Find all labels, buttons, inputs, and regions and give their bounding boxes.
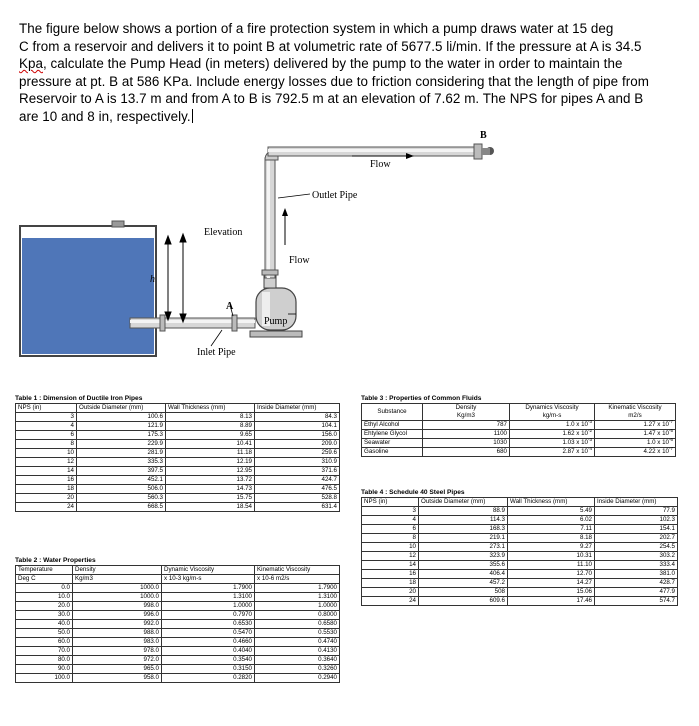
- t2-h2-0: Deg C: [16, 575, 73, 584]
- t3-density: 1100: [493, 430, 507, 437]
- table3: [361, 403, 676, 457]
- t3-dyn-exponent: -4: [587, 446, 592, 451]
- t2-cell: 50.0: [16, 629, 73, 638]
- t3-cell: [595, 448, 676, 457]
- t2-cell: 0.5470: [162, 629, 255, 638]
- t3-cell: [423, 439, 510, 448]
- t3-h-dyn: Dynamics Viscosity: [510, 404, 595, 413]
- t2-cell: 965.0: [73, 665, 162, 674]
- t3-cell: [510, 439, 595, 448]
- t3-h-kin-unit: m2/s: [595, 412, 676, 421]
- t4-cell: 8.18: [508, 534, 595, 543]
- table1-title: Table 1 : Dimension of Ductile Iron Pipes: [15, 395, 143, 402]
- t3-row: [362, 430, 676, 439]
- t1-cell: 104.1: [255, 422, 340, 431]
- t1-row: [16, 494, 340, 503]
- t2-cell: 1.0000: [255, 602, 340, 611]
- t1-cell: 10: [16, 449, 77, 458]
- label-h: h: [150, 274, 155, 285]
- t4-cell: 11.10: [508, 561, 595, 570]
- t1-row: [16, 476, 340, 485]
- t4-cell: 10: [362, 543, 419, 552]
- t4-row: [362, 534, 678, 543]
- t1-cell: 12: [16, 458, 77, 467]
- t1-cell: 3: [16, 413, 77, 422]
- t3-row: [362, 421, 676, 430]
- t3-cell: [362, 439, 423, 448]
- problem-line-5: Reservoir to A is 13.7 m and from A to B is 792.5 m at an elevation of 7.62 m. The NPS for pipes A and B: [19, 91, 644, 107]
- table4: [361, 497, 678, 606]
- flow-arrow-vertical: [282, 208, 288, 245]
- t4-cell: 16: [362, 570, 419, 579]
- t4-cell: 10.31: [508, 552, 595, 561]
- t2-cell: 0.8000: [255, 611, 340, 620]
- t2-cell: 0.2940: [255, 674, 340, 683]
- t2-cell: 30.0: [16, 611, 73, 620]
- t4-cell: 381.0: [595, 570, 678, 579]
- t2-cell: 0.4130: [255, 647, 340, 656]
- t1-cell: 11.18: [166, 449, 255, 458]
- t2-cell: 0.3640: [255, 656, 340, 665]
- t3-kin-mantissa: 1.27 x 10: [643, 421, 669, 428]
- t1-cell: 84.3: [255, 413, 340, 422]
- t2-h2-3: x 10-6 m2/s: [255, 575, 340, 584]
- t4-row: [362, 516, 678, 525]
- elevation-arrow: [180, 234, 186, 322]
- problem-line-1: The figure below shows a portion of a fire protection system in which a pump draws water at 15 deg: [19, 21, 614, 36]
- t1-row: [16, 485, 340, 494]
- t2-cell: 996.0: [73, 611, 162, 620]
- t3-cell: [595, 430, 676, 439]
- problem-line-2: C from a reservoir and delivers it to point B at volumetric rate of 5677.5 li/min. If the pressure at A is 34.5: [19, 38, 642, 54]
- t1-h3: Inside Diameter (mm): [255, 404, 340, 413]
- t3-kin-mantissa: 4.22 x 10: [643, 448, 669, 455]
- t2-cell: 100.0: [16, 674, 73, 683]
- label-flow-top: Flow: [370, 159, 391, 170]
- t4-cell: 219.1: [419, 534, 508, 543]
- t1-cell: 14.73: [166, 485, 255, 494]
- t1-cell: 13.72: [166, 476, 255, 485]
- t4-row: [362, 570, 678, 579]
- t1-cell: 8: [16, 440, 77, 449]
- t4-row: [362, 507, 678, 516]
- t2-row: [16, 584, 340, 593]
- t2-cell: 1.7900: [162, 584, 255, 593]
- t1-h0: NPS (in): [16, 404, 77, 413]
- t4-cell: 18: [362, 579, 419, 588]
- t1-cell: 100.6: [77, 413, 166, 422]
- problem-statement[interactable]: [19, 20, 695, 126]
- t3-kin-exponent: -5: [668, 428, 673, 433]
- t4-cell: 323.9: [419, 552, 508, 561]
- t4-h3: Inside Diameter (mm): [595, 498, 678, 507]
- t3-h-kin: Kinematic Viscosity: [595, 404, 676, 413]
- t1-cell: 310.9: [255, 458, 340, 467]
- table2-title: Table 2 : Water Properties: [15, 557, 96, 564]
- t2-cell: 90.0: [16, 665, 73, 674]
- t1-cell: 452.1: [77, 476, 166, 485]
- t2-cell: 978.0: [73, 647, 162, 656]
- t2-row: [16, 647, 340, 656]
- t4-cell: 12.70: [508, 570, 595, 579]
- t3-density: 787: [496, 421, 507, 428]
- t3-kin-mantissa: 1.0 x 10: [646, 439, 669, 446]
- label-inlet-pipe: Inlet Pipe: [197, 347, 236, 358]
- t4-row: [362, 552, 678, 561]
- t2-cell: 1000.0: [73, 584, 162, 593]
- t4-row: [362, 561, 678, 570]
- t2-row: [16, 620, 340, 629]
- t2-h2-2: x 10-3 kg/m-s: [162, 575, 255, 584]
- table2: [15, 565, 340, 683]
- t3-substance: Seawater: [364, 439, 391, 446]
- t4-cell: 355.6: [419, 561, 508, 570]
- t3-dyn-exponent: -3: [587, 419, 592, 424]
- problem-line-6: [19, 108, 695, 126]
- t4-cell: 8: [362, 534, 419, 543]
- t4-cell: 88.9: [419, 507, 508, 516]
- t1-cell: 259.6: [255, 449, 340, 458]
- t1-cell: 397.5: [77, 467, 166, 476]
- t2-cell: 0.3260: [255, 665, 340, 674]
- t1-row: [16, 467, 340, 476]
- t4-cell: 333.4: [595, 561, 678, 570]
- t1-cell: 424.7: [255, 476, 340, 485]
- outlet-pipe: [262, 150, 278, 278]
- t3-cell: [362, 430, 423, 439]
- t3-h-density-unit: Kg/m3: [423, 412, 510, 421]
- label-b: B: [480, 130, 487, 141]
- t3-row: [362, 448, 676, 457]
- t4-cell: 20: [362, 588, 419, 597]
- t2-cell: 60.0: [16, 638, 73, 647]
- t1-cell: 15.75: [166, 494, 255, 503]
- t2-cell: 983.0: [73, 638, 162, 647]
- t3-dyn-mantissa: 1.03 x 10: [562, 439, 588, 446]
- h-arrow: [165, 236, 171, 320]
- t1-cell: 156.0: [255, 431, 340, 440]
- problem-line-6-text: are 10 and 8 in, respectively.: [19, 108, 191, 124]
- t1-cell: 209.0: [255, 440, 340, 449]
- t1-cell: 8.89: [166, 422, 255, 431]
- t4-cell: 168.3: [419, 525, 508, 534]
- t2-row: [16, 611, 340, 620]
- t1-cell: 371.6: [255, 467, 340, 476]
- t2-cell: 992.0: [73, 620, 162, 629]
- t2-row: [16, 602, 340, 611]
- t2-cell: 0.3540: [162, 656, 255, 665]
- t2-h1-3: Kinematic Viscosity: [255, 566, 340, 575]
- t3-cell: [362, 421, 423, 430]
- t2-row: [16, 629, 340, 638]
- t2-row: [16, 638, 340, 647]
- t4-cell: 477.9: [595, 588, 678, 597]
- t4-cell: 15.06: [508, 588, 595, 597]
- t3-cell: [510, 421, 595, 430]
- t2-h1-2: Dynamic Viscosity: [162, 566, 255, 575]
- pump: [250, 276, 302, 337]
- t4-cell: 609.6: [419, 597, 508, 606]
- t4-cell: 24: [362, 597, 419, 606]
- t4-cell: 154.1: [595, 525, 678, 534]
- outlet-leader: [278, 194, 310, 198]
- spellcheck-word: Kpa: [19, 56, 43, 72]
- t4-cell: 303.2: [595, 552, 678, 561]
- label-pump: Pump: [264, 316, 288, 327]
- t3-dyn-mantissa: 2.87 x 10: [562, 448, 588, 455]
- t2-cell: 20.0: [16, 602, 73, 611]
- t1-cell: 16: [16, 476, 77, 485]
- label-flow-mid: Flow: [289, 255, 310, 266]
- problem-line-3-rest: , calculate the Pump Head (in meters) delivered by the pump to the water in order to maintain the: [42, 56, 623, 72]
- t3-dyn-mantissa: 1.0 x 10: [565, 421, 588, 428]
- t1-cell: 668.5: [77, 503, 166, 512]
- t1-h1: Outside Diameter (mm): [77, 404, 166, 413]
- t1-row: [16, 440, 340, 449]
- t2-row: [16, 665, 340, 674]
- t1-row: [16, 413, 340, 422]
- t4-cell: 12: [362, 552, 419, 561]
- t3-kin-exponent: -6: [668, 437, 673, 442]
- inlet-leader: [211, 330, 222, 346]
- t2-cell: 1000.0: [73, 593, 162, 602]
- t1-cell: 12.19: [166, 458, 255, 467]
- t4-cell: 9.27: [508, 543, 595, 552]
- t3-kin-exponent: -7: [668, 446, 673, 451]
- t4-cell: 5.49: [508, 507, 595, 516]
- t4-row: [362, 597, 678, 606]
- t2-cell: 998.0: [73, 602, 162, 611]
- t4-h0: NPS (in): [362, 498, 419, 507]
- t1-cell: 281.9: [77, 449, 166, 458]
- t3-substance: Gasoline: [364, 448, 389, 455]
- t3-kin-mantissa: 1.47 x 10: [643, 430, 669, 437]
- t1-cell: 14: [16, 467, 77, 476]
- t2-cell: 10.0: [16, 593, 73, 602]
- t3-cell: [362, 448, 423, 457]
- t2-cell: 80.0: [16, 656, 73, 665]
- t2-h2-1: Kg/m3: [73, 575, 162, 584]
- problem-line-3: [19, 55, 695, 73]
- t1-cell: 121.9: [77, 422, 166, 431]
- t1-cell: 560.3: [77, 494, 166, 503]
- t4-cell: 6.02: [508, 516, 595, 525]
- t1-row: [16, 503, 340, 512]
- t3-h-substance: Substance: [362, 404, 423, 421]
- t3-dyn-exponent: -2: [587, 428, 592, 433]
- t3-cell: [423, 448, 510, 457]
- t1-cell: 10.41: [166, 440, 255, 449]
- t4-cell: 17.46: [508, 597, 595, 606]
- t4-row: [362, 525, 678, 534]
- t3-cell: [510, 430, 595, 439]
- t4-cell: 574.7: [595, 597, 678, 606]
- t4-cell: 202.7: [595, 534, 678, 543]
- t1-row: [16, 458, 340, 467]
- t3-cell: [595, 421, 676, 430]
- t1-cell: 12.95: [166, 467, 255, 476]
- t1-cell: 175.3: [77, 431, 166, 440]
- label-a: A: [226, 301, 234, 312]
- t3-cell: [423, 430, 510, 439]
- t4-cell: 273.1: [419, 543, 508, 552]
- t2-cell: 40.0: [16, 620, 73, 629]
- t2-cell: 0.6580: [255, 620, 340, 629]
- reservoir-tank: [20, 221, 156, 356]
- t2-row: [16, 593, 340, 602]
- t2-cell: 0.2820: [162, 674, 255, 683]
- t4-cell: 14: [362, 561, 419, 570]
- t4-h2: Wall Thickness (mm): [508, 498, 595, 507]
- t4-cell: 102.3: [595, 516, 678, 525]
- t1-cell: 6: [16, 431, 77, 440]
- t4-cell: 77.9: [595, 507, 678, 516]
- t2-cell: 0.0: [16, 584, 73, 593]
- t3-h-density: Density: [423, 404, 510, 413]
- t2-cell: 0.4040: [162, 647, 255, 656]
- t2-cell: 988.0: [73, 629, 162, 638]
- t2-cell: 1.7900: [255, 584, 340, 593]
- t4-row: [362, 579, 678, 588]
- t4-cell: 254.5: [595, 543, 678, 552]
- t1-h2: Wall Thickness (mm): [166, 404, 255, 413]
- t2-h1-1: Density: [73, 566, 162, 575]
- t4-h1: Outside Diameter (mm): [419, 498, 508, 507]
- t2-cell: 0.4740: [255, 638, 340, 647]
- t3-density: 1030: [493, 439, 507, 446]
- t4-cell: 508: [419, 588, 508, 597]
- t4-row: [362, 543, 678, 552]
- t1-cell: 476.5: [255, 485, 340, 494]
- t3-dyn-exponent: -3: [587, 437, 592, 442]
- t4-cell: 3: [362, 507, 419, 516]
- t4-cell: 4: [362, 516, 419, 525]
- t2-cell: 958.0: [73, 674, 162, 683]
- t2-h1-0: Temperature: [16, 566, 73, 575]
- t2-cell: 1.3100: [255, 593, 340, 602]
- t1-cell: 24: [16, 503, 77, 512]
- t1-cell: 18.54: [166, 503, 255, 512]
- t3-substance: Ehtylene Glycol: [364, 430, 407, 437]
- t3-h-dyn-unit: kg/m-s: [510, 412, 595, 421]
- label-outlet-pipe: Outlet Pipe: [312, 190, 358, 201]
- t1-cell: 335.3: [77, 458, 166, 467]
- t1-row: [16, 422, 340, 431]
- t1-cell: 20: [16, 494, 77, 503]
- table1: [15, 403, 340, 512]
- t2-cell: 972.0: [73, 656, 162, 665]
- t2-cell: 1.0000: [162, 602, 255, 611]
- table3-title: Table 3 : Properties of Common Fluids: [361, 395, 482, 402]
- t3-cell: [595, 439, 676, 448]
- t4-cell: 457.2: [419, 579, 508, 588]
- t1-row: [16, 431, 340, 440]
- t3-substance: Ethyl Alcohol: [364, 421, 400, 428]
- text-cursor: [192, 109, 193, 123]
- t1-cell: 506.0: [77, 485, 166, 494]
- t4-cell: 7.11: [508, 525, 595, 534]
- t1-row: [16, 449, 340, 458]
- t2-cell: 0.5530: [255, 629, 340, 638]
- table4-title: Table 4 : Schedule 40 Steel Pipes: [361, 489, 465, 496]
- t2-row: [16, 674, 340, 683]
- t4-cell: 428.7: [595, 579, 678, 588]
- t3-dyn-mantissa: 1.62 x 10: [562, 430, 588, 437]
- t1-cell: 9.65: [166, 431, 255, 440]
- t4-cell: 114.3: [419, 516, 508, 525]
- label-elevation: Elevation: [204, 227, 243, 238]
- top-pipe: [268, 144, 494, 159]
- t4-cell: 14.27: [508, 579, 595, 588]
- t2-cell: 0.3150: [162, 665, 255, 674]
- t1-cell: 528.8: [255, 494, 340, 503]
- t3-cell: [510, 448, 595, 457]
- t2-cell: 0.4660: [162, 638, 255, 647]
- t1-cell: 8.13: [166, 413, 255, 422]
- t3-row: [362, 439, 676, 448]
- t1-cell: 18: [16, 485, 77, 494]
- t2-cell: 70.0: [16, 647, 73, 656]
- t2-row: [16, 656, 340, 665]
- t3-cell: [423, 421, 510, 430]
- t3-density: 680: [496, 448, 507, 455]
- t4-cell: 406.4: [419, 570, 508, 579]
- t2-cell: 0.7970: [162, 611, 255, 620]
- t1-cell: 631.4: [255, 503, 340, 512]
- t1-cell: 229.9: [77, 440, 166, 449]
- problem-line-4: pressure at pt. B at 586 KPa. Include energy losses due to friction considering that the length of pipe from: [19, 73, 649, 89]
- t2-cell: 1.3100: [162, 593, 255, 602]
- t4-cell: 6: [362, 525, 419, 534]
- t2-cell: 0.6530: [162, 620, 255, 629]
- t4-row: [362, 588, 678, 597]
- t1-cell: 4: [16, 422, 77, 431]
- t3-kin-exponent: -7: [668, 419, 673, 424]
